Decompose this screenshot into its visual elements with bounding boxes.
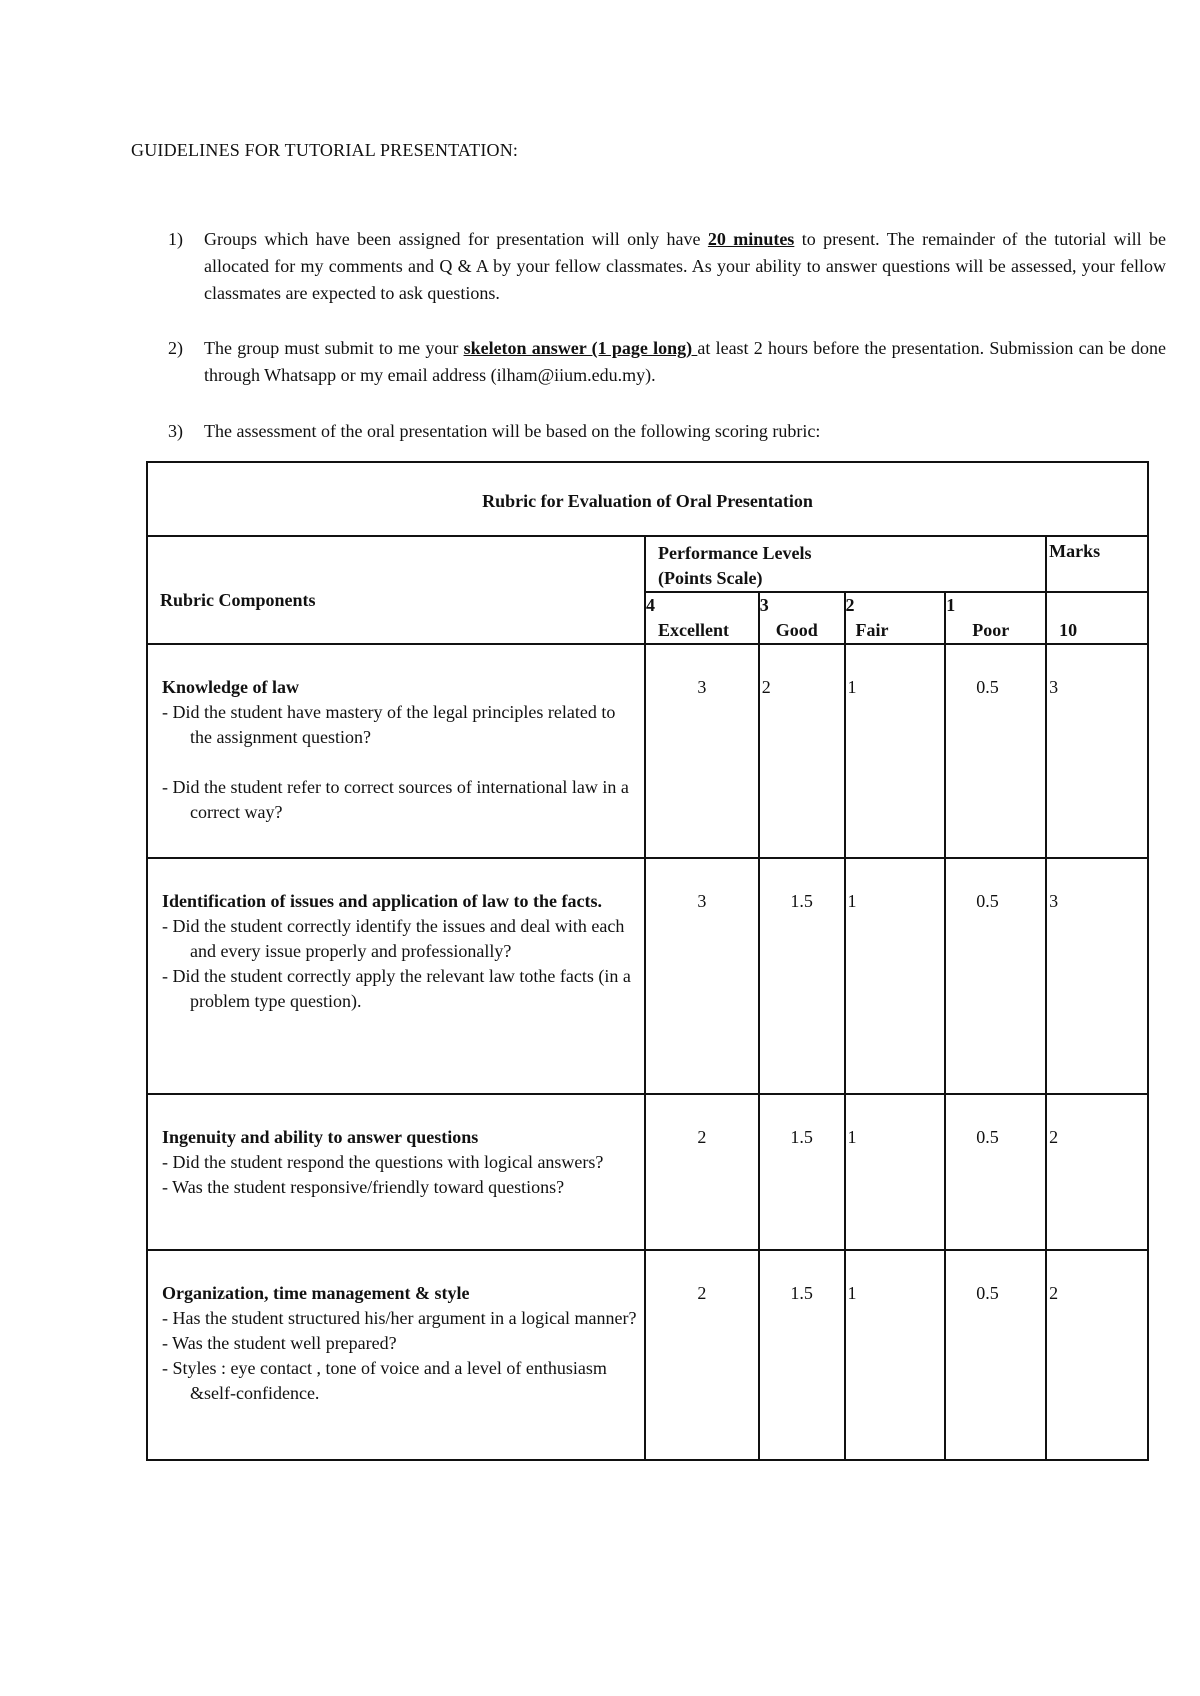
score-poor: 0.5	[945, 1094, 1046, 1250]
rubric-title-row	[147, 462, 1148, 536]
level-excellent: 4 Excellent	[645, 592, 759, 644]
rubric-title: Rubric for Evaluation of Oral Presentation	[147, 462, 1148, 536]
score-good: 2	[759, 644, 845, 858]
score-poor: 0.5	[945, 1250, 1046, 1460]
level-fair: 2 Fair	[845, 592, 946, 644]
score-good: 1.5	[759, 858, 845, 1094]
score-marks: 2	[1046, 1250, 1148, 1460]
marks-total: 10	[1046, 592, 1148, 644]
rubric-row	[147, 858, 1148, 1094]
score-excellent: 3	[645, 644, 759, 858]
criterion-line: - Has the student structured his/her argument in a logical manner?	[162, 1308, 637, 1328]
criterion-line: - Was the student well prepared?	[162, 1333, 397, 1353]
score-fair: 1	[845, 1250, 946, 1460]
components-header: Rubric Components	[147, 536, 645, 644]
guideline-text: The group must submit to me your skeleton answer (1 page long) at least 2 hours before the presentation. Submission can be done through Whatsapp or my email address (ilham@iium.edu.my).	[204, 338, 1166, 385]
score-poor: 0.5	[945, 644, 1046, 858]
score-good: 1.5	[759, 1094, 845, 1250]
guideline-item-1	[168, 226, 1166, 307]
guideline-text: Groups which have been assigned for presentation will only have 20 minutes to present. The remainder of the tutorial will be allocated for my comments and Q & A by your fellow classmates. As your ability to answer questions will be assessed, your fellow classmates are expected to ask questions.	[204, 229, 1167, 303]
criterion-line: - Was the student responsive/friendly toward questions?	[162, 1177, 565, 1197]
criterion-cell	[147, 644, 645, 858]
criterion-line: - Did the student respond the questions with logical answers?	[162, 1152, 604, 1172]
criterion-line: - Did the student have mastery of the legal principles related to the assignment question?	[162, 702, 616, 747]
guideline-number: 3)	[168, 421, 183, 441]
criterion-title: Identification of issues and application of law to the facts.	[162, 891, 603, 911]
score-excellent: 2	[645, 1250, 759, 1460]
emphasis-text: 20 minutes	[707, 229, 795, 249]
guideline-number: 2)	[168, 338, 183, 358]
criterion-line: - Styles : eye contact , tone of voice and a level of enthusiasm &self-confidence.	[162, 1358, 607, 1403]
guideline-item-2	[168, 335, 1166, 389]
level-good: 3 Good	[759, 592, 845, 644]
rubric-header-row	[147, 536, 1148, 592]
rubric-row	[147, 1094, 1148, 1250]
criterion-title: Ingenuity and ability to answer questions	[162, 1127, 479, 1147]
marks-header: Marks	[1046, 536, 1148, 592]
criterion-line: - Did the student correctly identify the issues and deal with each and every issue properly and professionally?	[162, 916, 625, 961]
criterion-cell	[147, 1250, 645, 1460]
guideline-text: The assessment of the oral presentation will be based on the following scoring rubric:	[204, 421, 821, 441]
score-fair: 1	[845, 858, 946, 1094]
score-excellent: 3	[645, 858, 759, 1094]
page-heading: GUIDELINES FOR TUTORIAL PRESENTATION:	[131, 140, 519, 160]
guideline-item-3	[168, 418, 1166, 445]
score-fair: 1	[845, 1094, 946, 1250]
criterion-line: - Did the student refer to correct sources of international law in a correct way?	[162, 777, 629, 822]
score-fair: 1	[845, 644, 946, 858]
criterion-cell	[147, 858, 645, 1094]
criterion-title: Knowledge of law	[162, 677, 299, 697]
rubric-row	[147, 644, 1148, 858]
score-marks: 2	[1046, 1094, 1148, 1250]
score-excellent: 2	[645, 1094, 759, 1250]
score-marks: 3	[1046, 858, 1148, 1094]
rubric-table	[146, 461, 1149, 1461]
criterion-cell	[147, 1094, 645, 1250]
score-marks: 3	[1046, 644, 1148, 858]
criterion-line: - Did the student correctly apply the relevant law tothe facts (in a problem type question).	[162, 966, 631, 1011]
guideline-number: 1)	[168, 229, 183, 249]
level-poor: 1 Poor	[945, 592, 1046, 644]
score-good: 1.5	[759, 1250, 845, 1460]
criterion-title: Organization, time management & style	[162, 1283, 470, 1303]
emphasis-text: skeleton answer (1 page long)	[463, 338, 698, 358]
rubric-row	[147, 1250, 1148, 1460]
score-poor: 0.5	[945, 858, 1046, 1094]
performance-header: Performance Levels (Points Scale)	[645, 536, 1046, 592]
